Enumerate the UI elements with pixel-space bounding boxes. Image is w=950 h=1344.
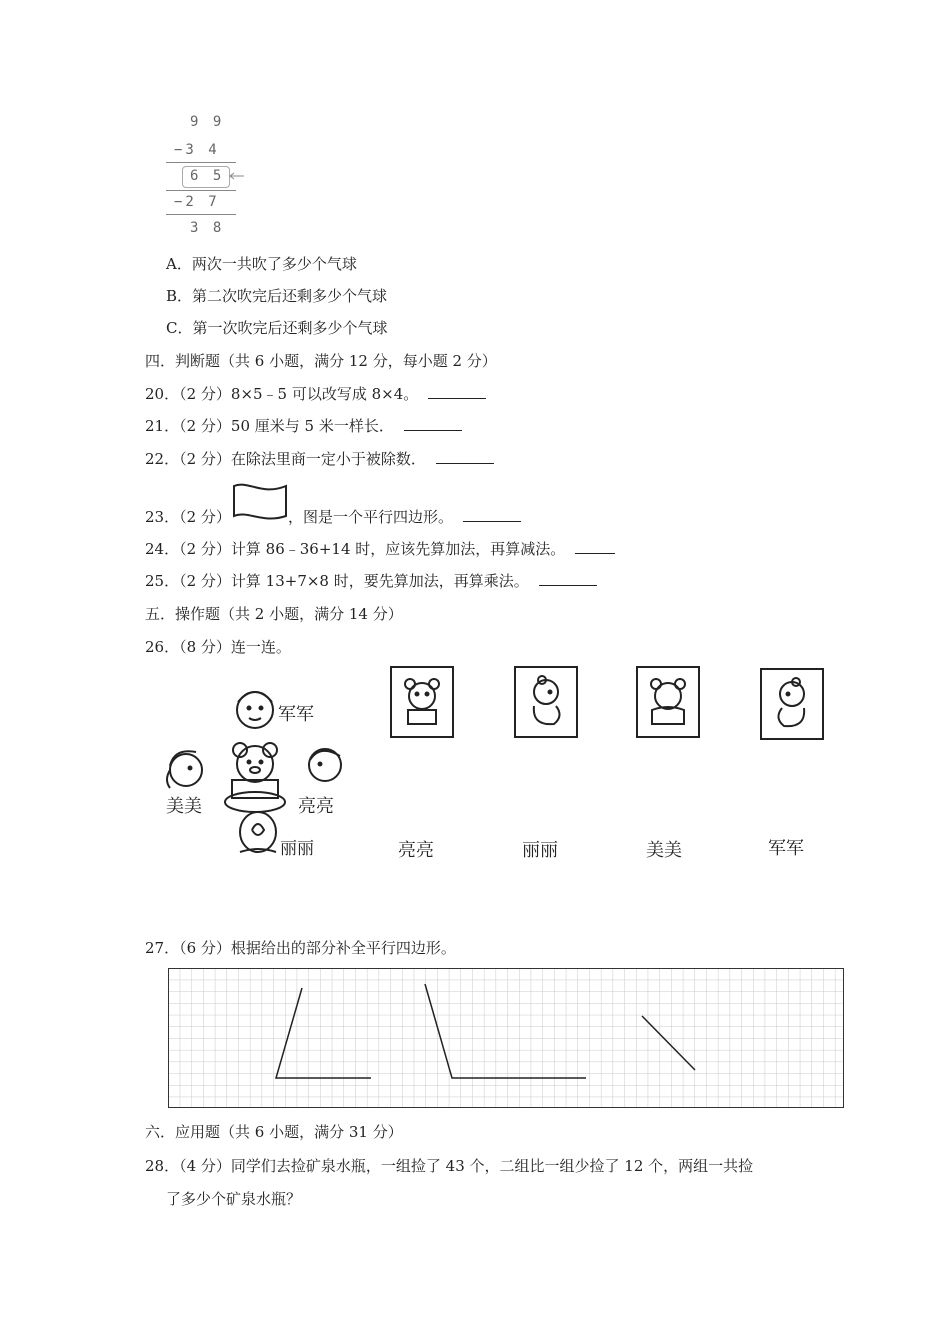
scene-illustration <box>160 680 370 860</box>
calc-row-3: 6 5 <box>190 168 225 184</box>
question-28-line-2: 了多少个矿泉水瓶？ <box>166 1190 302 1208</box>
option-c: C．第一次吹完后还剩多少个气球 <box>166 319 388 337</box>
girl-left-face-icon <box>167 751 202 788</box>
boy-top-face-icon <box>237 692 273 728</box>
calc-row-4: −2 7 <box>174 194 220 210</box>
boy-right-face-icon <box>309 749 341 781</box>
girl-bottom-head-icon <box>240 812 276 852</box>
answer-label-1: 亮亮 <box>398 840 434 861</box>
section-5-title: 五．操作题（共 2 小题，满分 14 分） <box>145 605 403 623</box>
option-b: B．第二次吹完后还剩多少个气球 <box>166 287 388 305</box>
view-frame-3 <box>636 666 700 738</box>
question-23 <box>145 506 231 527</box>
square-grid[interactable] <box>168 968 844 1108</box>
arrow-left-icon <box>228 172 244 180</box>
question-23-suffix: ，图是一个平行四边形。 <box>288 508 454 526</box>
answer-label-4: 军军 <box>768 838 804 859</box>
answer-label-2: 丽丽 <box>522 840 558 861</box>
question-25-text: 25．（2 分）计算 13+7×8 时，要先算加法，再算乘法。 <box>145 572 529 590</box>
question-20 <box>145 383 486 404</box>
question-22-text: 22．（2 分）在除法里商一定小于被除数． <box>145 450 426 468</box>
question-21 <box>145 415 462 436</box>
calc-row-2: −3 4 <box>174 142 220 158</box>
bear-center-icon <box>225 743 285 812</box>
answer-blank-25[interactable] <box>539 571 597 586</box>
view-frame-4 <box>760 668 824 740</box>
question-23-prefix: 23．（2 分） <box>145 508 231 526</box>
question-22 <box>145 448 494 469</box>
scene-label-top: 军军 <box>278 704 314 725</box>
question-28-line-1: 28．（4 分）同学们去捡矿泉水瓶，一组捡了 43 个，二组比一组少捡了 12 个，两组一共捡 <box>145 1157 754 1175</box>
view-frame-1 <box>390 666 454 738</box>
scene-label-right: 亮亮 <box>298 796 334 817</box>
answer-label-3: 美美 <box>646 840 682 861</box>
answer-blank-21[interactable] <box>404 416 462 431</box>
section-4-title: 四．判断题（共 6 小题，满分 12 分，每小题 2 分） <box>145 352 497 370</box>
question-27-title: 27．（6 分）根据给出的部分补全平行四边形。 <box>145 939 456 957</box>
question-21-text: 21．（2 分）50 厘米与 5 米一样长． <box>145 417 394 435</box>
answer-blank-20[interactable] <box>428 384 486 399</box>
option-a: A．两次一共吹了多少个气球 <box>166 255 357 273</box>
question-24 <box>145 538 615 559</box>
bear-side-icon <box>534 676 560 724</box>
answer-blank-24[interactable] <box>575 539 615 554</box>
answer-blank-22[interactable] <box>436 449 494 464</box>
question-20-text: 20．（2 分）8×5﹣5 可以改写成 8×4。 <box>145 385 419 403</box>
vertical-subtraction <box>166 110 256 240</box>
section-6-title: 六．应用题（共 6 小题，满分 31 分） <box>145 1123 403 1141</box>
question-24-text: 24．（2 分）计算 86﹣36+14 时，应该先算加法，再算减法。 <box>145 540 566 558</box>
wavy-flag-shape-icon <box>230 480 290 522</box>
calc-line-2 <box>166 190 236 191</box>
view-frame-2 <box>514 666 578 738</box>
bear-other-side-icon <box>778 678 804 726</box>
bear-back-icon <box>651 679 685 724</box>
calc-line-3 <box>166 214 236 215</box>
bear-front-icon <box>405 679 439 724</box>
calc-row-1: 9 9 <box>190 114 225 130</box>
question-26-title: 26．（8 分）连一连。 <box>145 638 291 656</box>
question-23-rest <box>288 506 521 527</box>
question-25 <box>145 570 597 591</box>
scene-label-bottom: 丽丽 <box>280 839 314 859</box>
scene-label-left: 美美 <box>166 796 202 817</box>
answer-blank-23[interactable] <box>463 507 521 522</box>
calc-row-5: 3 8 <box>190 220 225 236</box>
calc-line-1 <box>166 162 236 163</box>
